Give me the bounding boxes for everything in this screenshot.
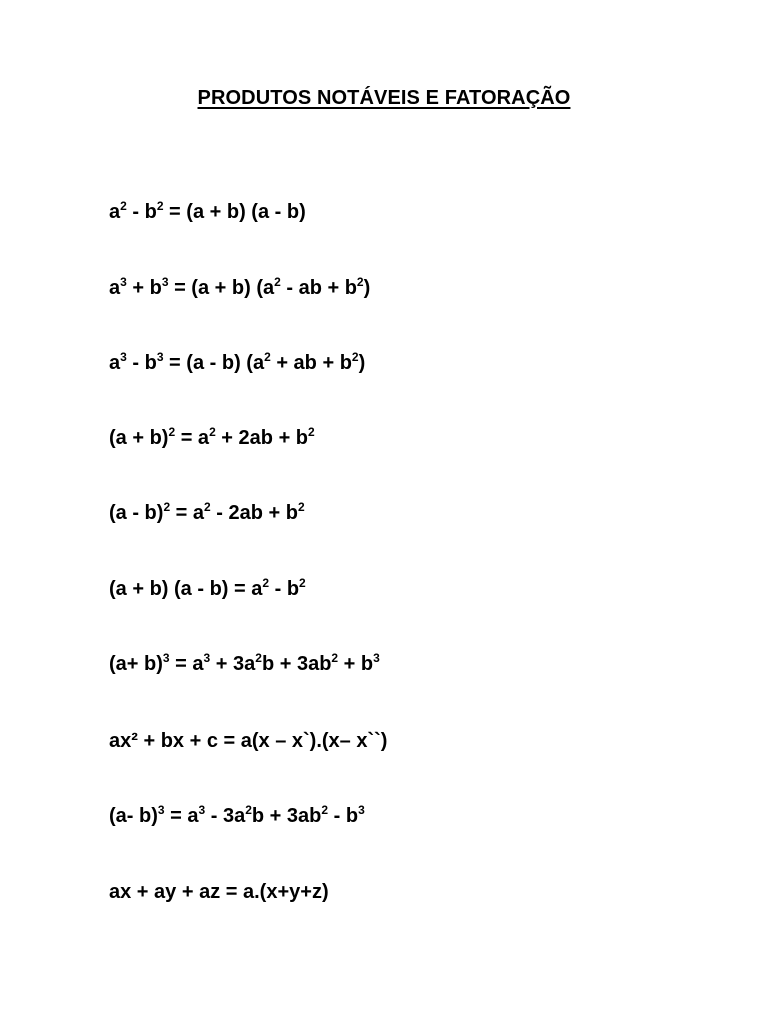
formula-text: b + 3ab bbox=[251, 805, 322, 827]
formula-text: (a+ b) bbox=[109, 653, 163, 675]
formula-text: - b bbox=[126, 352, 157, 374]
formula-text: a bbox=[109, 277, 121, 299]
formula-exponent: 2 bbox=[356, 275, 364, 289]
formula-text: a bbox=[109, 201, 121, 223]
formula-exponent: 2 bbox=[209, 425, 216, 439]
formula-exponent: 2 bbox=[156, 199, 164, 213]
formula-text: - 3a bbox=[205, 805, 246, 827]
formula-text: ax² + bx + c = a(x – x`).(x– x``) bbox=[109, 730, 388, 752]
formula-text: - b bbox=[328, 805, 359, 827]
formula-text: = a bbox=[164, 805, 199, 827]
formula-exponent: 2 bbox=[308, 425, 315, 439]
formula-text: - 2ab + b bbox=[210, 502, 298, 524]
formula-exponent: 2 bbox=[163, 500, 171, 514]
formula-exponent: 3 bbox=[198, 803, 206, 817]
formula-line bbox=[109, 200, 306, 224]
formula-exponent: 2 bbox=[351, 350, 359, 364]
formula-text: (a - b) bbox=[109, 502, 164, 524]
formula-exponent: 3 bbox=[203, 651, 211, 665]
formula-line bbox=[109, 426, 315, 450]
formula-text: (a- b) bbox=[109, 805, 158, 827]
formula-text: + b bbox=[126, 277, 162, 299]
formula-text: = (a + b) (a - b) bbox=[163, 201, 306, 223]
formula-exponent: 2 bbox=[204, 500, 211, 514]
formula-text: ax + ay + az = a.(x+y+z) bbox=[109, 881, 329, 903]
formula-line bbox=[109, 729, 387, 753]
formula-exponent: 3 bbox=[161, 275, 169, 289]
formula-exponent: 2 bbox=[245, 803, 252, 817]
formula-exponent: 3 bbox=[157, 803, 165, 817]
formula-exponent: 2 bbox=[274, 275, 281, 289]
formula-text: - b bbox=[269, 578, 300, 600]
formula-exponent: 2 bbox=[331, 651, 339, 665]
formula-text: + 3a bbox=[210, 653, 256, 675]
formula-line bbox=[109, 880, 329, 904]
formula-exponent: 3 bbox=[162, 651, 170, 665]
formula-text: b + 3ab bbox=[261, 653, 332, 675]
formula-text: + ab + b bbox=[270, 352, 352, 374]
formula-text: = (a + b) (a bbox=[168, 277, 275, 299]
formula-exponent: 2 bbox=[321, 803, 329, 817]
formula-line bbox=[109, 577, 306, 601]
formula-text: - b bbox=[126, 201, 157, 223]
formula-text: = a bbox=[175, 427, 210, 449]
formula-exponent: 2 bbox=[299, 576, 306, 590]
formula-text: a bbox=[109, 352, 121, 374]
formula-text: + 2ab + b bbox=[215, 427, 309, 449]
formula-exponent: 3 bbox=[120, 275, 127, 289]
formula-line bbox=[109, 804, 365, 828]
formula-text: ) bbox=[358, 352, 366, 374]
formula-line bbox=[109, 501, 305, 525]
formula-exponent: 2 bbox=[264, 350, 271, 364]
formula-text: = a bbox=[170, 502, 205, 524]
formula-exponent: 3 bbox=[373, 651, 380, 665]
formula-exponent: 3 bbox=[358, 803, 365, 817]
formula-line bbox=[109, 652, 380, 676]
formula-text: + b bbox=[338, 653, 374, 675]
formula-exponent: 2 bbox=[262, 576, 270, 590]
formula-exponent: 2 bbox=[255, 651, 262, 665]
formula-text: (a + b) (a - b) = a bbox=[109, 578, 263, 600]
formula-exponent: 3 bbox=[120, 350, 127, 364]
formula-line bbox=[109, 351, 365, 375]
formula-exponent: 2 bbox=[168, 425, 176, 439]
formula-text: = (a - b) (a bbox=[163, 352, 265, 374]
page-title: PRODUTOS NOTÁVEIS E FATORAÇÃO bbox=[197, 87, 571, 109]
formula-exponent: 2 bbox=[297, 500, 305, 514]
formula-text: - ab + b bbox=[280, 277, 357, 299]
formula-text: ) bbox=[363, 277, 371, 299]
formula-text: (a + b) bbox=[109, 427, 169, 449]
formula-exponent: 3 bbox=[156, 350, 164, 364]
formula-text: = a bbox=[169, 653, 204, 675]
formula-exponent: 2 bbox=[120, 199, 127, 213]
formula-line bbox=[109, 276, 370, 300]
